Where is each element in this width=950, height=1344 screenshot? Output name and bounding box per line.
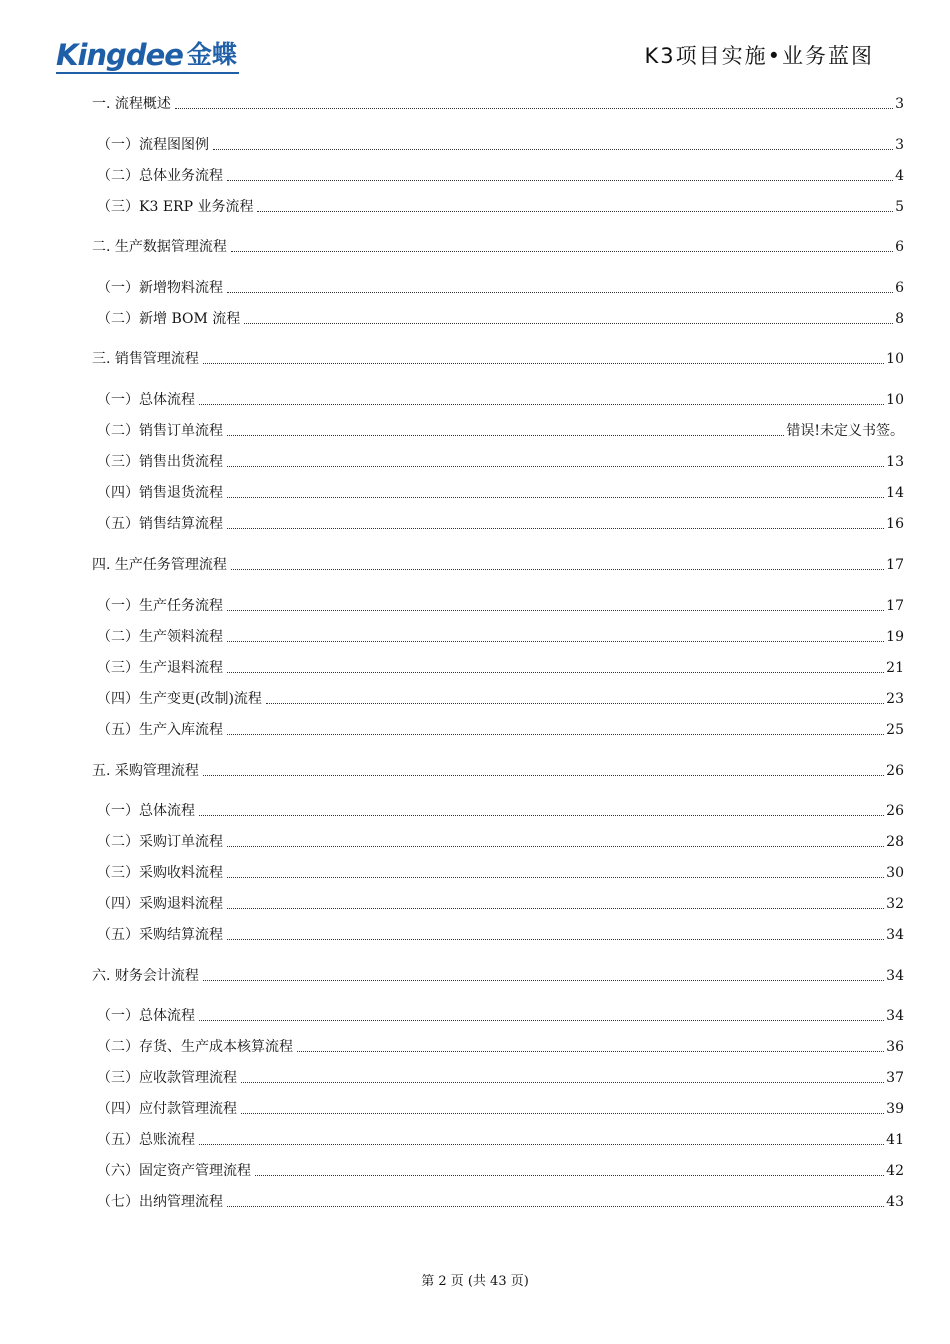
toc-entry-page: 21 <box>886 660 904 676</box>
toc-dot-leader <box>266 702 884 704</box>
toc-entry[interactable] <box>92 91 904 113</box>
toc-entry-page: 3 <box>895 96 904 112</box>
toc-dot-leader <box>199 1143 884 1145</box>
toc-dot-leader <box>203 979 884 981</box>
toc-entry[interactable] <box>97 1003 904 1025</box>
toc-dot-leader <box>227 907 884 909</box>
toc-entry[interactable] <box>97 593 904 615</box>
toc-dot-leader <box>199 814 884 816</box>
toc-dot-leader <box>227 527 884 529</box>
toc-entry[interactable] <box>97 922 904 944</box>
toc-entry-page: 19 <box>886 629 904 645</box>
toc-entry-page: 42 <box>886 1163 904 1179</box>
toc-entry[interactable] <box>97 1096 904 1118</box>
kingdee-logo <box>56 38 239 74</box>
toc-dot-leader <box>227 671 884 673</box>
toc-entry[interactable] <box>97 163 904 185</box>
toc-entry-title: （二）存货、生产成本核算流程 <box>97 1039 293 1055</box>
toc-entry[interactable] <box>97 655 904 677</box>
toc-dot-leader <box>244 322 893 324</box>
toc-entry[interactable] <box>97 624 904 646</box>
toc-entry[interactable] <box>97 686 904 708</box>
toc-dot-leader <box>241 1112 884 1114</box>
toc-entry-page: 39 <box>886 1101 904 1117</box>
toc-entry-page: 14 <box>886 485 904 501</box>
toc-entry-page: 6 <box>895 239 904 255</box>
toc-entry[interactable] <box>97 387 904 409</box>
toc-entry-page: 4 <box>895 168 904 184</box>
toc-entry-title: （三）销售出货流程 <box>97 454 223 470</box>
toc-dot-leader <box>241 1081 884 1083</box>
logo-english-text: Kingdee <box>56 38 183 72</box>
logo-chinese-text: 金蝶 <box>186 40 237 69</box>
toc-entry-title: （五）生产入库流程 <box>97 722 223 738</box>
toc-entry-title: 四. 生产任务管理流程 <box>92 557 227 573</box>
toc-entry-page: 36 <box>886 1039 904 1055</box>
toc-entry-title: （一）新增物料流程 <box>97 280 223 296</box>
toc-entry-page: 32 <box>886 896 904 912</box>
page-footer: 第 2 页 (共 43 页) <box>421 1274 529 1289</box>
toc-dot-leader <box>227 609 884 611</box>
toc-dot-leader <box>257 210 893 212</box>
toc-dot-leader <box>227 465 884 467</box>
toc-entry-title: （五）总账流程 <box>97 1132 195 1148</box>
toc-entry-page: 5 <box>895 199 904 215</box>
toc-dot-leader <box>227 179 893 181</box>
toc-entry-page: 26 <box>886 803 904 819</box>
toc-dot-leader <box>255 1174 884 1176</box>
toc-entry-title: 六. 财务会计流程 <box>92 968 199 984</box>
toc-entry-title: （三）采购收料流程 <box>97 865 223 881</box>
toc-entry-page: 10 <box>886 392 904 408</box>
toc-entry[interactable] <box>97 418 904 440</box>
toc-dot-leader <box>203 362 884 364</box>
toc-entry-title: （四）采购退料流程 <box>97 896 223 912</box>
toc-entry[interactable] <box>97 891 904 913</box>
toc-entry[interactable] <box>97 717 904 739</box>
toc-entry[interactable] <box>92 552 904 574</box>
toc-entry-title: （三）应收款管理流程 <box>97 1070 237 1086</box>
toc-entry-page: 错误!未定义书签。 <box>786 423 904 439</box>
toc-entry-page: 34 <box>886 968 904 984</box>
toc-dot-leader <box>227 291 893 293</box>
toc-entry[interactable] <box>97 306 904 328</box>
toc-entry-title: （四）生产变更(改制)流程 <box>97 691 262 707</box>
toc-entry-page: 43 <box>886 1194 904 1210</box>
toc-entry-title: （七）出纳管理流程 <box>97 1194 223 1210</box>
toc-entry-title: 五. 采购管理流程 <box>92 763 199 779</box>
toc-entry-title: （五）销售结算流程 <box>97 516 223 532</box>
toc-entry[interactable] <box>92 234 904 256</box>
toc-entry[interactable] <box>97 798 904 820</box>
toc-entry-page: 23 <box>886 691 904 707</box>
toc-entry[interactable] <box>97 275 904 297</box>
toc-entry[interactable] <box>92 346 904 368</box>
toc-entry-page: 10 <box>886 351 904 367</box>
toc-entry[interactable] <box>97 1189 904 1211</box>
toc-entry-page: 8 <box>895 311 904 327</box>
toc-dot-leader <box>227 640 884 642</box>
toc-entry[interactable] <box>97 132 904 154</box>
toc-entry-title: （一）生产任务流程 <box>97 598 223 614</box>
toc-entry[interactable] <box>97 1158 904 1180</box>
document-title: K3项目实施•业务蓝图 <box>644 44 874 68</box>
toc-dot-leader <box>227 1205 884 1207</box>
toc-dot-leader <box>231 250 893 252</box>
toc-entry[interactable] <box>97 860 904 882</box>
toc-entry-title: （二）销售订单流程 <box>97 423 223 439</box>
toc-entry[interactable] <box>92 963 904 985</box>
toc-entry-title: （二）采购订单流程 <box>97 834 223 850</box>
toc-entry-page: 17 <box>886 557 904 573</box>
toc-entry[interactable] <box>97 829 904 851</box>
toc-entry[interactable] <box>97 194 904 216</box>
toc-entry-page: 17 <box>886 598 904 614</box>
toc-entry-title: （一）总体流程 <box>97 1008 195 1024</box>
toc-dot-leader <box>175 107 893 109</box>
toc-dot-leader <box>231 568 884 570</box>
toc-entry-title: （一）总体流程 <box>97 392 195 408</box>
toc-entry[interactable] <box>97 511 904 533</box>
toc-dot-leader <box>227 496 884 498</box>
toc-entry-page: 6 <box>895 280 904 296</box>
toc-entry-page: 16 <box>886 516 904 532</box>
toc-entry-title: （六）固定资产管理流程 <box>97 1163 251 1179</box>
toc-dot-leader <box>227 733 884 735</box>
toc-entry-page: 26 <box>886 763 904 779</box>
toc-entry-title: （三）生产退料流程 <box>97 660 223 676</box>
toc-entry-title: 一. 流程概述 <box>92 96 171 112</box>
toc-entry-page: 34 <box>886 927 904 943</box>
page-header <box>56 36 874 76</box>
toc-entry-page: 25 <box>886 722 904 738</box>
toc-entry[interactable] <box>97 1127 904 1149</box>
toc-dot-leader <box>227 938 884 940</box>
toc-entry-page: 13 <box>886 454 904 470</box>
toc-entry-page: 37 <box>886 1070 904 1086</box>
toc-entry-page: 41 <box>886 1132 904 1148</box>
toc-entry-page: 3 <box>895 137 904 153</box>
toc-entry-title: （二）总体业务流程 <box>97 168 223 184</box>
toc-dot-leader <box>199 1019 884 1021</box>
toc-entry-page: 34 <box>886 1008 904 1024</box>
toc-dot-leader <box>227 845 884 847</box>
toc-entry-title: （一）总体流程 <box>97 803 195 819</box>
toc-entry-title: （三）K3 ERP 业务流程 <box>97 199 254 215</box>
toc-entry-title: 三. 销售管理流程 <box>92 351 199 367</box>
toc-dot-leader <box>297 1050 884 1052</box>
toc-dot-leader <box>227 434 784 436</box>
toc-dot-leader <box>227 876 884 878</box>
toc-entry-title: （一）流程图图例 <box>97 137 209 153</box>
toc-entry-page: 28 <box>886 834 904 850</box>
toc-dot-leader <box>213 148 893 150</box>
toc-entry[interactable] <box>97 1034 904 1056</box>
toc-entry[interactable] <box>97 1065 904 1087</box>
toc-dot-leader <box>199 403 884 405</box>
toc-entry-title: 二. 生产数据管理流程 <box>92 239 227 255</box>
toc-entry-page: 30 <box>886 865 904 881</box>
toc-entry-title: （二）新增 BOM 流程 <box>97 311 241 327</box>
toc-entry[interactable] <box>97 480 904 502</box>
toc-entry-title: （五）采购结算流程 <box>97 927 223 943</box>
toc-entry-title: （四）销售退货流程 <box>97 485 223 501</box>
toc-entry[interactable] <box>97 449 904 471</box>
toc-entry-title: （二）生产领料流程 <box>97 629 223 645</box>
toc-dot-leader <box>203 774 884 776</box>
toc-entry-title: （四）应付款管理流程 <box>97 1101 237 1117</box>
toc-entry[interactable] <box>92 758 904 780</box>
